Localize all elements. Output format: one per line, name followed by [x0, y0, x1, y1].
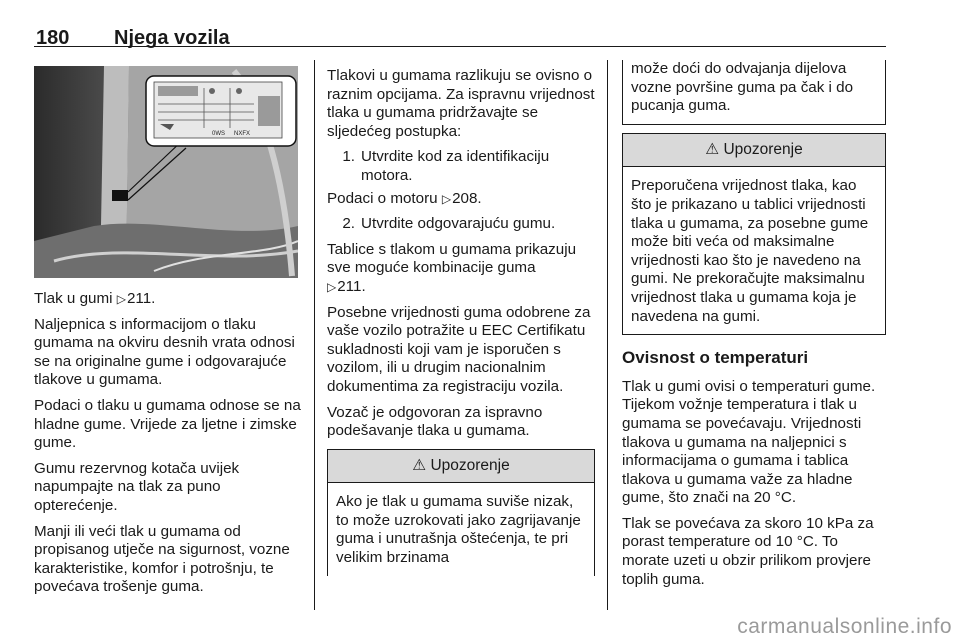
warning-header: ⚠ Upozorenje	[328, 450, 594, 484]
warning-triangle-icon: ⚠	[705, 140, 720, 158]
warning-header: ⚠ Upozorenje	[623, 134, 885, 168]
list-item: 1. Utvrdite kod za identifikaciju motora.	[342, 148, 550, 184]
label-code: 0WS	[212, 131, 226, 137]
column-middle	[327, 67, 595, 576]
warning-box	[622, 133, 886, 335]
paragraph: Tlak u gumi ovisi o temperaturi gume. Tijekom vožnje temperatura i tlak u gumama se povećavaju. Vrijednosti tlakova u gumama na naljepnici s informacijama o gumama i tablica tlakova u gumama važe za hladne gume, što znači na 20 °C.	[622, 377, 876, 507]
watermark: carmanualsonline.info	[737, 615, 952, 638]
door-frame-illustration	[34, 66, 298, 278]
warning-box	[327, 449, 595, 576]
page-link[interactable]: 211.	[126, 290, 156, 307]
page-link[interactable]: 208.	[452, 189, 482, 207]
paragraph: Gumu rezervnog kotača uvijek napumpajte na tlak za puno opterećenje.	[34, 459, 240, 514]
column-divider	[314, 60, 315, 610]
paragraph: Tablice s tlakom u gumama prikazuju sve moguće kombinacije guma ▷211.	[327, 240, 577, 295]
paragraph: Podaci o tlaku u gumama odnose se na hladne gume. Vrijede za ljetne i zimske gume.	[34, 396, 301, 452]
ref-arrow-icon: ▷	[441, 191, 452, 206]
paragraph: Naljepnica s informacijom o tlaku gumama na okviru desnih vrata odnosi se na originalne gume i odgovarajuće tlakove u gumama.	[34, 315, 295, 389]
page-header	[34, 0, 886, 47]
tyre-label-photo	[34, 66, 298, 278]
warning-body: Ako je tlak u gumama suviše nizak, to može uzrokovati jako zagrijavanje guma i unutrašnja oštećenja, te pri velikim brzinama	[336, 493, 581, 567]
page-title: Njega vozila	[114, 27, 230, 49]
paragraph: Posebne vrijednosti guma odobrene za vaše vozilo potražite u EEC Certifikatu sukladnosti koji vam je isporučen s vozilom, ili u drugim nacionalnim dokumentima za registraciju vozila.	[327, 303, 591, 395]
engine-data-ref: Podaci o motoru ▷208.	[327, 189, 482, 207]
ref-arrow-icon: ▷	[327, 279, 337, 294]
warning-triangle-icon: ⚠	[412, 456, 427, 474]
warning-continuation: može doći do odvajanja dijelova vozne površine guma pa čak i do pucanja guma.	[622, 60, 886, 125]
column-right	[622, 60, 886, 596]
paragraph: Tlak se povećava za skoro 10 kPa za porast temperature od 10 °C. To morate uzeti u obzir prilikom provjere toplih guma.	[622, 514, 874, 588]
label-tag: NXFX	[234, 131, 251, 137]
list-item: 2. Utvrdite odgovarajuću gumu.	[342, 215, 556, 233]
page-link[interactable]: 211.	[337, 277, 366, 295]
tyre-pressure-ref: Tlak u gumi ▷211.	[34, 290, 156, 307]
column-left	[34, 290, 302, 604]
column-divider	[607, 60, 608, 610]
warning-body: Preporučena vrijednost tlaka, kao što je prikazano u tablici vrijednosti tlaka u gumama, za posebne gume može biti veća od maksimalne vrijednosti kao što je navedeno na gumi. Ne prekoračujte maksimalnu vrijednost tlaka u gumama koja je navedena na gumi.	[631, 177, 869, 325]
page-number: 180	[36, 27, 70, 49]
paragraph: Tlakovi u gumama razlikuju se ovisno o raznim opcijama. Za ispravnu vrijednost tlaka u gumama pridržavajte se sljedećeg postupka:	[327, 67, 595, 140]
section-heading: Ovisnost o temperaturi	[622, 348, 809, 368]
paragraph: Vozač je odgovoran za ispravno podešavanje tlaka u gumama.	[327, 403, 543, 440]
paragraph: Manji ili veći tlak u gumama od propisanog utječe na sigurnost, vozne karakteristike, komfor i potrošnju, te povećava trošenje guma.	[34, 522, 290, 596]
ref-arrow-icon: ▷	[116, 292, 126, 306]
